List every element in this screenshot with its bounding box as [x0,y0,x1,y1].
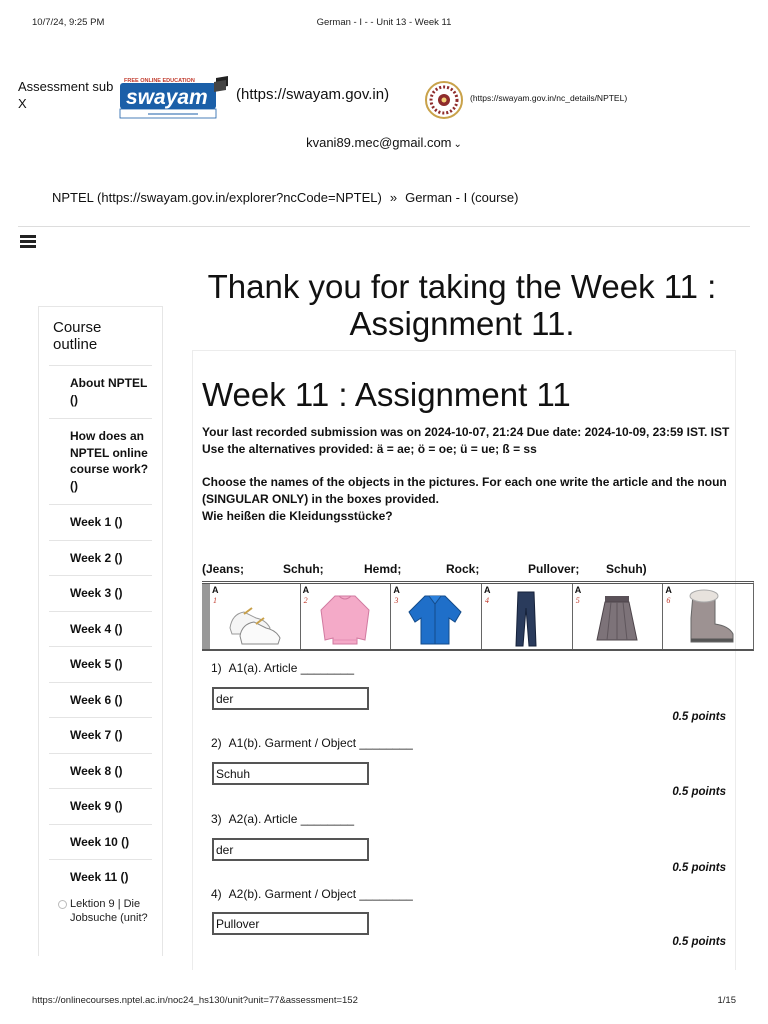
points-label: 0.5 points [672,862,726,874]
print-page-number: 1/15 [717,995,736,1006]
picture-number: 3 [394,596,399,605]
sidebar-item-week-5[interactable]: Week 5 () [49,646,152,682]
question-label: A2(b). Garment / Object ________ [228,887,413,901]
print-header [32,17,736,31]
sidebar-subitem-lektion-9[interactable] [49,895,152,926]
swayam-wordmark: swayam [126,86,208,109]
chevron-down-icon[interactable]: ⌄ [453,139,462,150]
picture-letter: A [574,585,582,595]
alternatives-info: Use the alternatives provided: ä = ae; ö = oe; ü = ue; ß = ss [202,442,537,456]
picture-letter: A [393,585,400,595]
picture-cell [572,584,663,649]
question-1 [211,661,354,675]
instructions: Choose the names of the objects in the pictures. For each one write the article and the noun (SINGULAR ONLY) in the boxes provided. [202,475,727,506]
breadcrumb-separator: » [389,190,398,205]
question-label: A2(a). Article ________ [228,812,355,826]
sidebar-item-week-4[interactable]: Week 4 () [49,611,152,647]
picture-cell [202,584,300,649]
picture-number: 2 [303,596,308,605]
sidebar-item-week-7[interactable]: Week 7 () [49,717,152,753]
clothing-pictures-table [202,581,754,651]
user-menu[interactable] [0,135,768,150]
sidebar-item-how-it-works[interactable]: How does an NPTEL online course work? () [49,418,152,504]
answer-field-4[interactable]: Pullover [212,912,369,935]
print-datetime: 10/7/24, 9:25 PM [32,17,105,28]
question-number: 1) [211,661,222,675]
question-number: 2) [211,736,222,750]
picture-number: 4 [485,596,490,605]
sidebar-item-week-10[interactable]: Week 10 () [49,824,152,860]
assignment-info [202,424,730,525]
close-toast-button[interactable]: X [18,96,27,111]
picture-letter: A [212,585,219,595]
sidebar-item-week-11[interactable]: Week 11 () [49,859,152,895]
word-choices [202,562,647,576]
nptel-link[interactable]: (https://swayam.gov.in/nc_details/NPTEL) [470,93,628,103]
sidebar-item-week-8[interactable]: Week 8 () [49,753,152,789]
question-4 [211,887,413,901]
top-bar [18,74,750,124]
picture-number: 1 [213,596,217,605]
sneakers-icon [222,588,286,648]
points-label: 0.5 points [672,711,726,723]
picture-cell [300,584,391,649]
swayam-link[interactable]: (https://swayam.gov.in) [236,86,390,103]
question-label: A1(a). Article ________ [228,661,355,675]
swayam-logo[interactable] [118,74,230,120]
menu-icon[interactable] [20,235,36,249]
question-number: 3) [211,812,222,826]
answer-field-2[interactable]: Schuh [212,762,369,785]
divider [18,226,750,227]
question-label: A1(b). Garment / Object ________ [228,736,413,750]
breadcrumb-nptel[interactable]: NPTEL (https://swayam.gov.in/explorer?ncCode=NPTEL) [52,190,382,205]
question-number: 4) [211,887,222,901]
swayam-tagline: FREE ONLINE EDUCATION [124,78,195,84]
sidebar-subitem-label[interactable]: Lektion 9 | Die Jobsuche (unit? [70,897,148,924]
picture-cell [481,584,572,649]
sidebar-item-week-1[interactable]: Week 1 () [49,504,152,540]
print-doc-title: German - I - - Unit 13 - Week 11 [316,17,452,28]
question-2 [211,736,413,750]
points-label: 0.5 points [672,786,726,798]
choice-word: Schuh; [283,562,324,576]
assessment-submitted-toast [18,78,128,112]
picture-cell [390,584,481,649]
question-german: Wie heißen die Kleidungsstücke? [202,509,393,523]
picture-cell [662,584,753,649]
choice-word: (Jeans; [202,562,245,576]
breadcrumb-course[interactable]: German - I (course) [405,190,519,205]
picture-number: 6 [666,596,671,605]
picture-letter: A [665,585,672,595]
picture-letter: A [302,585,310,595]
answer-field-1[interactable]: der [212,687,369,710]
pink-sweater-icon [313,588,377,648]
print-footer-url: https://onlinecourses.nptel.ac.in/noc24_hs130/unit?unit=77&assessment=152 [32,995,358,1006]
breadcrumb [52,190,519,205]
submission-info: Your last recorded submission was on 2024-10-07, 21:24 Due date: 2024-10-09, 23:59 IST. IST [202,425,730,439]
sidebar-item-week-9[interactable]: Week 9 () [49,788,152,824]
choice-word: Pullover; [528,562,580,576]
circle-icon [58,900,67,909]
choice-word: Schuh) [606,562,647,576]
picture-letter: A [484,585,491,595]
points-label: 0.5 points [672,936,726,948]
assessment-sub-text: Assessment sub [18,79,114,94]
choice-word: Hemd; [364,562,402,576]
sidebar-item-week-6[interactable]: Week 6 () [49,682,152,718]
course-outline-heading: Course outline [53,319,102,353]
thank-you-message: Thank you for taking the Week 11 : Assignment 11. [207,268,717,342]
skirt-icon [585,588,649,648]
user-email[interactable]: kvani89.mec@gmail.com [306,135,452,150]
jeans-icon [494,588,558,648]
question-3 [211,812,354,826]
choice-word: Rock; [446,562,480,576]
answer-field-3[interactable]: der [212,838,369,861]
sidebar-item-week-3[interactable]: Week 3 () [49,575,152,611]
picture-number: 5 [575,596,580,605]
assignment-title: Week 11 : Assignment 11 [202,376,571,413]
sidebar-item-about-nptel[interactable]: About NPTEL () [49,365,152,418]
boot-icon [675,588,739,648]
sidebar-item-week-2[interactable]: Week 2 () [49,540,152,576]
blue-shirt-icon [403,588,467,648]
nptel-logo[interactable] [424,80,464,120]
course-outline-sidebar [38,306,163,956]
